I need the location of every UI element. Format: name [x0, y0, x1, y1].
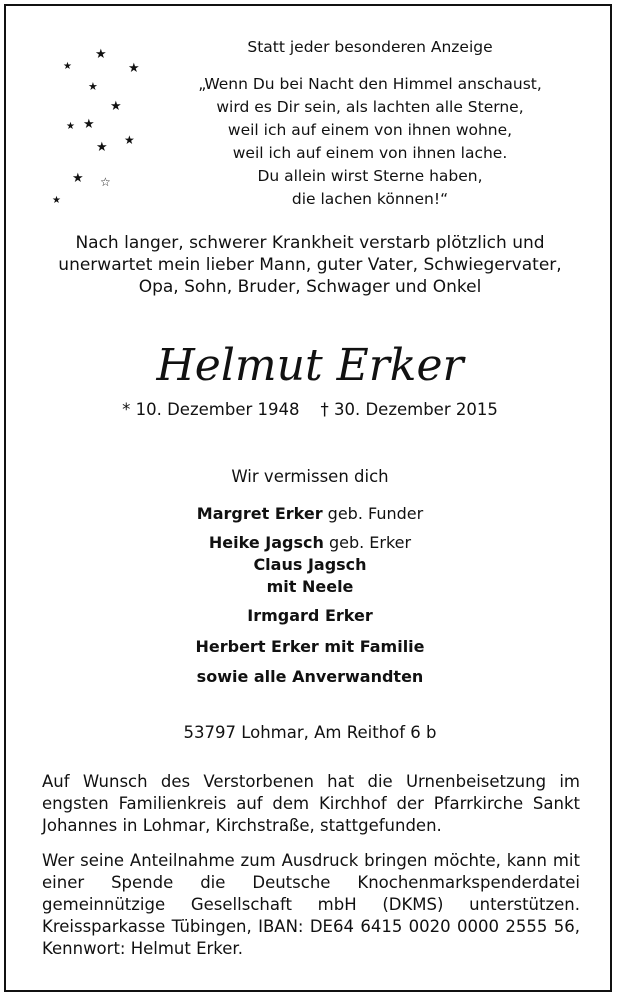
mourner-suffix: geb. Funder — [322, 504, 424, 523]
mourner-row: Herbert Erker mit Familie — [195, 637, 425, 656]
star-icon: ★ — [88, 80, 98, 93]
birth-date: * 10. Dezember 1948 — [122, 400, 300, 419]
star-icon: ★ — [72, 171, 84, 186]
quote-line: weil ich auf einem von ihnen lache. — [232, 144, 508, 162]
mourner-row: Irmgard Erker — [247, 606, 373, 625]
star-icon: ★ — [95, 47, 107, 62]
quote-line: „Wenn Du bei Nacht den Himmel anschaust, — [198, 75, 542, 93]
quote-line: Du allein wirst Sterne haben, — [257, 167, 483, 185]
intro-line: unerwartet mein lieber Mann, guter Vater, Schwiegervater, — [58, 255, 562, 275]
burial-paragraph: Auf Wunsch des Verstorbenen hat die Urnenbeisetzung im engsten Familienkreis auf dem Kirchhof der Pfarrkirche Sankt Johannes in Lohmar, Kirchstraße, stattgefunden. — [42, 772, 580, 835]
star-icon: ★ — [66, 121, 75, 132]
header-line: Statt jeder besonderen Anzeige — [247, 38, 493, 56]
address: 53797 Lohmar, Am Reithof 6 b — [183, 723, 437, 742]
mourner-name: Heike Jagsch — [208, 533, 324, 552]
star-icon: ★ — [124, 133, 135, 147]
donation-paragraph: Wer seine Anteilnahme zum Ausdruck bringen möchte, kann mit einer Spende die Deutsche Knochenmarkspenderdatei gemeinnützige Gesellschaft mbH (DKMS) unterstützen. Kreissparkasse Tübingen, IBAN: DE64 6415 0020 0000 2555 56, Kennwort: Helmut Erker. — [42, 851, 580, 958]
intro-line: Opa, Sohn, Bruder, Schwager und Onkel — [138, 277, 482, 297]
deceased-name: Helmut Erker — [156, 340, 464, 391]
mourners-intro: Wir vermissen dich — [231, 467, 389, 486]
quote-line: die lachen können!“ — [291, 190, 449, 208]
quote-line: weil ich auf einem von ihnen wohne, — [227, 121, 513, 139]
star-icon: ★ — [52, 195, 61, 206]
quote-line: wird es Dir sein, als lachten alle Sterne, — [216, 98, 524, 116]
mourner-row: mit Neele — [266, 577, 354, 596]
intro-text — [0, 232, 620, 298]
star-icon: ★ — [83, 117, 95, 132]
life-dates — [0, 400, 620, 419]
intro-line: Nach langer, schwerer Krankheit verstarb plötzlich und — [75, 233, 545, 253]
death-date: † 30. Dezember 2015 — [320, 400, 498, 419]
star-icon: ★ — [110, 99, 122, 114]
star-icon: ★ — [63, 61, 72, 72]
mourner-row: Claus Jagsch — [253, 555, 367, 574]
stars-decoration — [48, 44, 148, 214]
star-icon: ☆ — [100, 175, 111, 189]
star-icon: ★ — [96, 140, 108, 155]
mourner-name: Margret Erker — [196, 504, 323, 523]
mourner-suffix: geb. Erker — [323, 533, 412, 552]
mourner-row — [0, 503, 620, 525]
star-icon: ★ — [128, 61, 140, 76]
quote-block — [150, 73, 590, 211]
mourner-row: sowie alle Anverwandten — [196, 667, 424, 686]
mourner-row — [0, 532, 620, 554]
